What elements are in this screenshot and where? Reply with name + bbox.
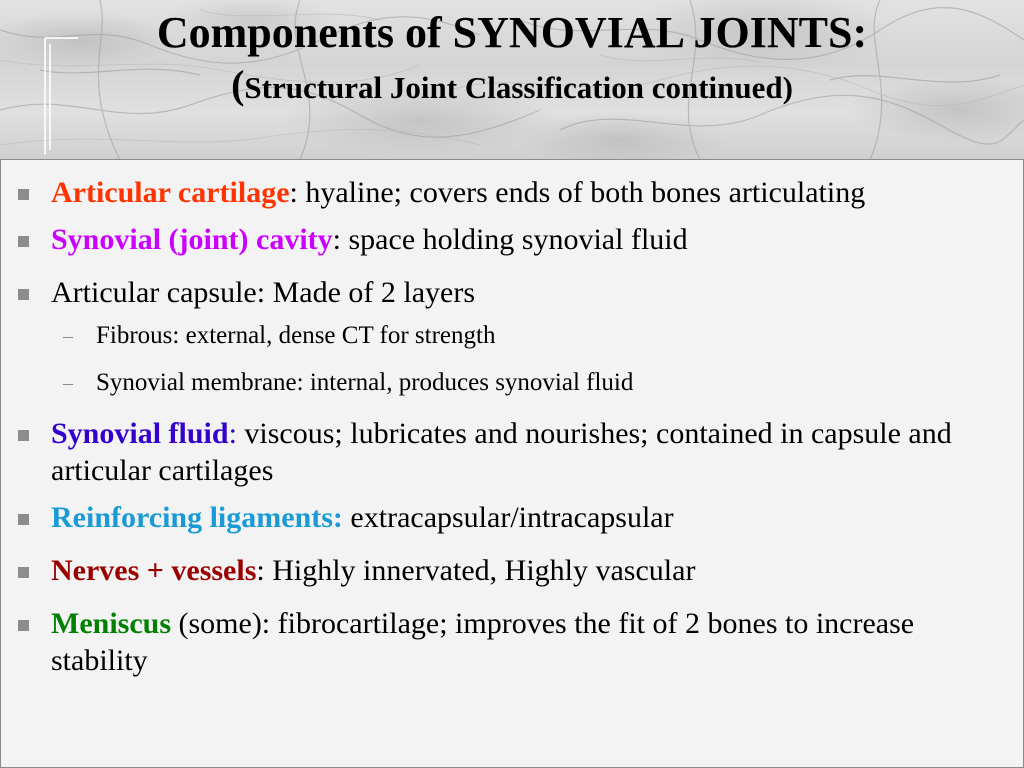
term-articular-cartilage: Articular cartilage — [51, 176, 290, 209]
sub-item-text: Synovial membrane: internal, produces synovial fluid — [96, 369, 634, 396]
item-text: extracapsular/intracapsular — [342, 501, 674, 534]
square-bullet-icon — [18, 514, 29, 525]
square-bullet-icon — [18, 189, 29, 200]
sub-item-text: Fibrous: external, dense CT for strength — [96, 322, 496, 349]
dash-bullet-icon: – — [63, 325, 73, 347]
term-meniscus: Meniscus — [51, 607, 171, 640]
item-text: Articular capsule: Made of 2 layers — [51, 276, 475, 309]
title-banner — [0, 0, 1024, 160]
list-item — [1, 174, 1011, 211]
list-item — [1, 552, 1011, 589]
sub-list-item — [1, 368, 1011, 398]
slide-title — [0, 6, 1024, 113]
square-bullet-icon — [18, 567, 29, 578]
title-main: Components of SYNOVIAL JOINTS: — [156, 8, 868, 57]
term-synovial-cavity: Synovial (joint) cavity — [51, 223, 333, 256]
term-separator: : — [228, 417, 237, 450]
list-item — [1, 415, 1011, 489]
term-synovial-fluid: Synovial fluid — [51, 417, 229, 450]
title-subtitle — [0, 60, 1024, 113]
list-item — [1, 499, 1011, 536]
list-item — [1, 605, 1011, 679]
item-text: (some): fibrocartilage; improves the fit of 2 bones to increase stability — [51, 607, 915, 677]
sub-list-item — [1, 321, 1011, 351]
item-text: : Highly innervated, Highly vascular — [256, 554, 696, 587]
title-paren: ( — [231, 62, 245, 107]
square-bullet-icon — [18, 620, 29, 631]
content-panel — [0, 159, 1024, 768]
list-item — [1, 221, 1011, 258]
item-text: viscous; lubricates and nourishes; contained in capsule and articular cartilages — [51, 417, 952, 487]
item-text: : hyaline; covers ends of both bones articulating — [289, 176, 866, 209]
bullet-list — [1, 174, 1011, 695]
dash-bullet-icon: – — [63, 372, 73, 394]
square-bullet-icon — [18, 289, 29, 300]
term-nerves-vessels: Nerves + vessels — [51, 554, 257, 587]
item-text: : space holding synovial fluid — [332, 223, 688, 256]
square-bullet-icon — [18, 236, 29, 247]
term-reinforcing-ligaments: Reinforcing ligaments: — [51, 501, 343, 534]
title-subtitle-text: Structural Joint Classification continued) — [244, 70, 793, 105]
square-bullet-icon — [18, 430, 29, 441]
list-item — [1, 274, 1011, 311]
